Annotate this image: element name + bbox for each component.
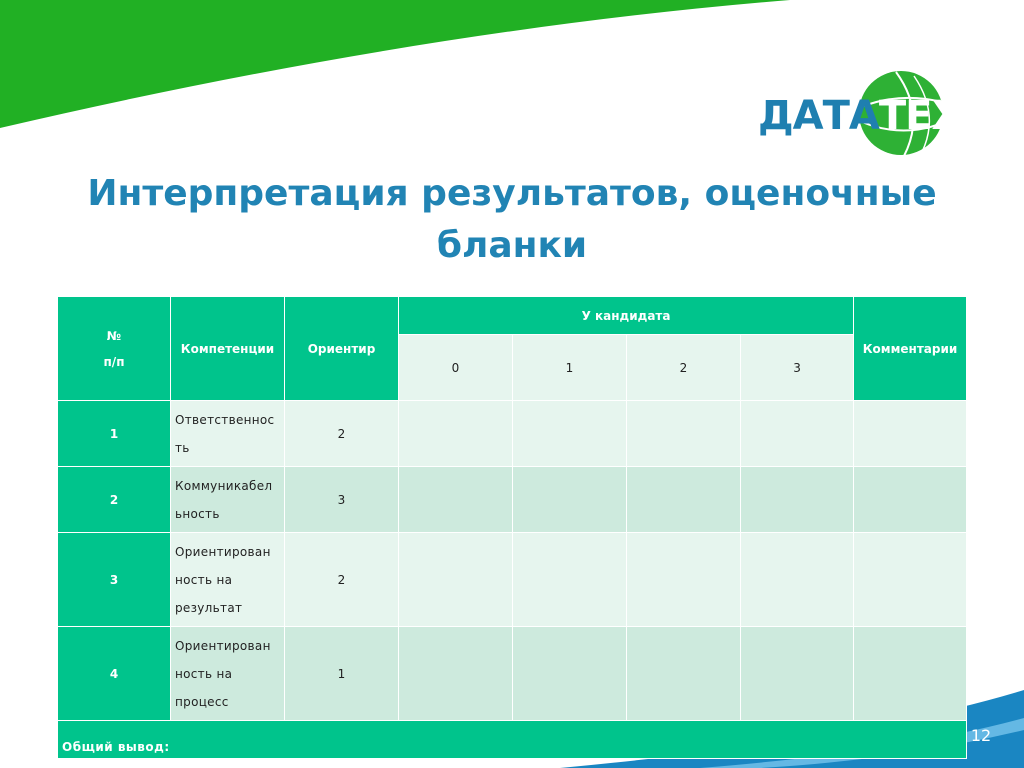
score-cell[interactable] [399, 467, 513, 533]
score-cell[interactable] [741, 467, 854, 533]
header-num-line1: № [106, 328, 122, 343]
table-row [58, 627, 967, 721]
target-cell: 3 [285, 467, 399, 533]
row-num: 2 [58, 467, 171, 533]
score-cell[interactable] [399, 401, 513, 467]
footer-row [58, 721, 967, 759]
header-candidate: У кандидата [399, 297, 854, 335]
datatex-logo [758, 68, 962, 160]
competency-cell [171, 627, 285, 721]
score-cell[interactable] [741, 533, 854, 627]
competency-line: ьность [175, 506, 220, 521]
score-cell[interactable] [741, 627, 854, 721]
comment-cell[interactable] [854, 467, 967, 533]
score-cell[interactable] [399, 627, 513, 721]
header-competencies: Компетенции [171, 297, 285, 401]
score-1: 1 [513, 335, 627, 401]
score-cell[interactable] [513, 401, 627, 467]
competency-cell [171, 401, 285, 467]
competency-line: Коммуникабел [175, 478, 273, 493]
competency-line: Ориентирован [175, 638, 271, 653]
comment-cell[interactable] [854, 627, 967, 721]
score-cell[interactable] [513, 533, 627, 627]
competency-line: ность на [175, 572, 233, 587]
score-cell[interactable] [741, 401, 854, 467]
row-num: 4 [58, 627, 171, 721]
row-num: 3 [58, 533, 171, 627]
general-conclusion[interactable]: Общий вывод: [58, 721, 967, 759]
header-num [58, 297, 171, 401]
score-0: 0 [399, 335, 513, 401]
score-cell[interactable] [513, 627, 627, 721]
comment-cell[interactable] [854, 533, 967, 627]
score-cell[interactable] [399, 533, 513, 627]
competency-line: результат [175, 600, 243, 615]
competency-cell [171, 467, 285, 533]
competency-line: ность на [175, 666, 233, 681]
logo-wordmark: ДАТАТЕХ [758, 93, 962, 139]
table-row [58, 467, 967, 533]
competency-line: процесс [175, 694, 229, 709]
target-cell: 1 [285, 627, 399, 721]
score-2: 2 [627, 335, 741, 401]
assessment-form-table [57, 296, 967, 759]
table-row [58, 401, 967, 467]
competency-line: ть [175, 440, 190, 455]
competency-line: Ориентирован [175, 544, 271, 559]
top-green-banner [0, 0, 790, 128]
score-cell[interactable] [627, 533, 741, 627]
header-target: Ориентир [285, 297, 399, 401]
table-row [58, 533, 967, 627]
target-cell: 2 [285, 401, 399, 467]
score-cell[interactable] [627, 467, 741, 533]
score-3: 3 [741, 335, 854, 401]
target-cell: 2 [285, 533, 399, 627]
header-num-line2: п/п [103, 354, 125, 369]
score-cell[interactable] [627, 627, 741, 721]
comment-cell[interactable] [854, 401, 967, 467]
score-cell[interactable] [513, 467, 627, 533]
header-row-1 [58, 297, 967, 335]
competency-line: Ответственнос [175, 412, 275, 427]
score-cell[interactable] [627, 401, 741, 467]
slide-title: Интерпретация результатов, оценочные бланки [87, 173, 937, 266]
header-comments: Комментарии [854, 297, 967, 401]
page-number: 12 [970, 726, 992, 745]
competency-cell [171, 533, 285, 627]
row-num: 1 [58, 401, 171, 467]
